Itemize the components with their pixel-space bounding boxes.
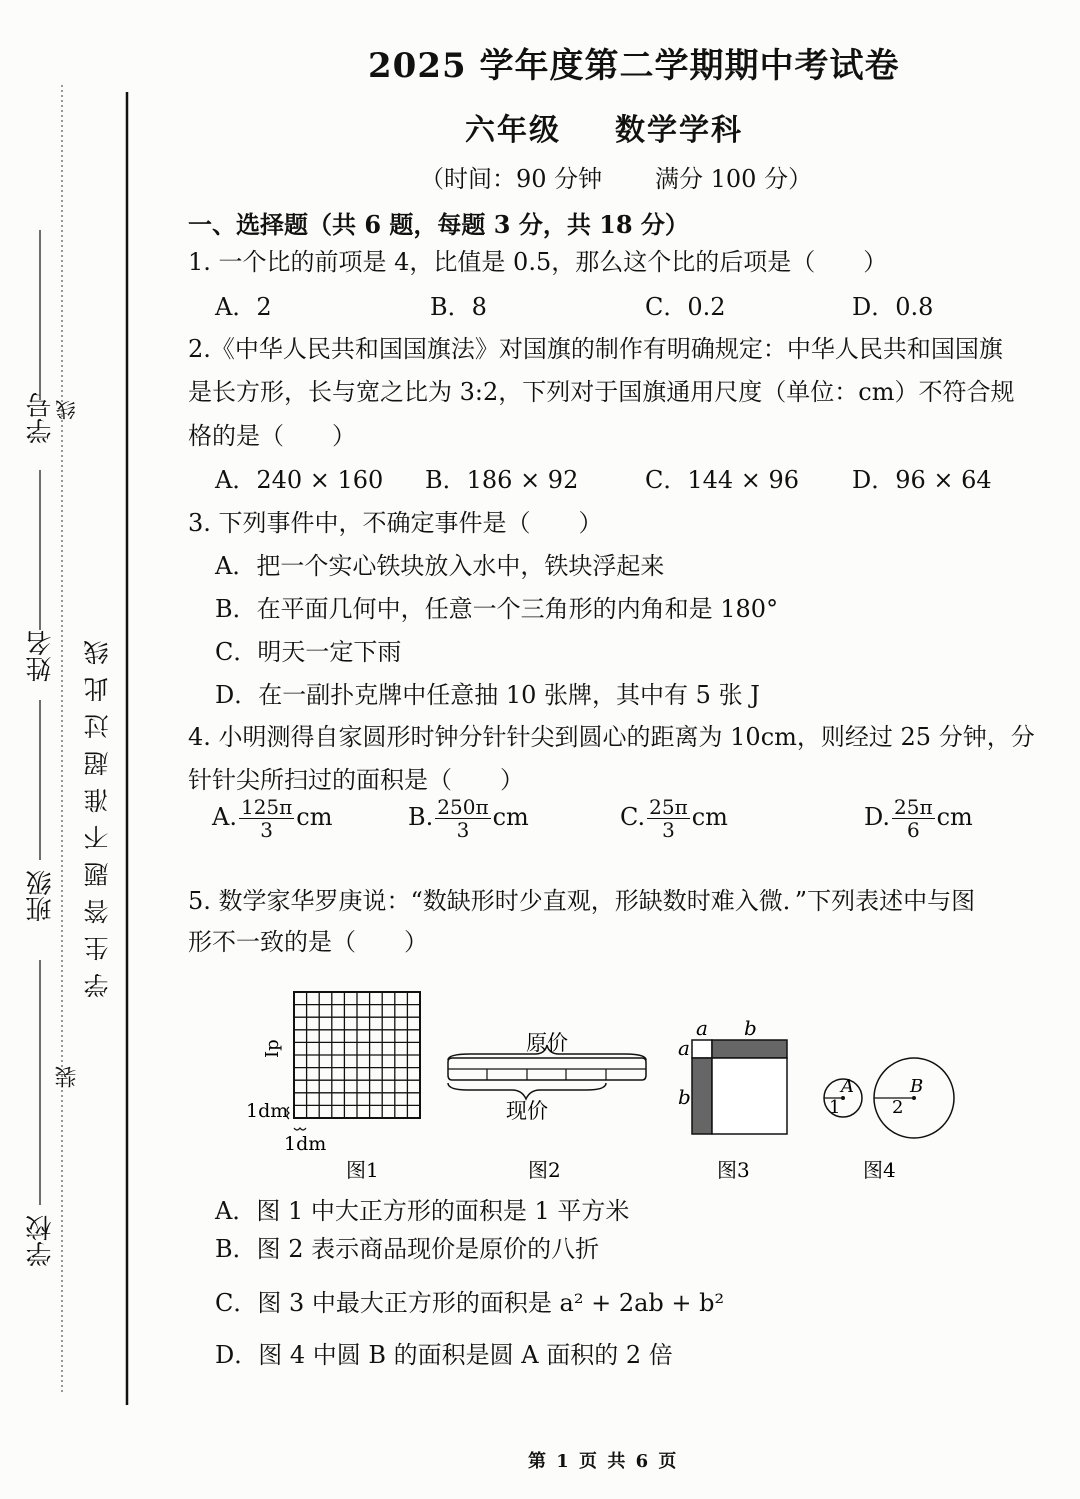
figure-3-left-b: b bbox=[678, 1085, 691, 1109]
q4-option-a-denominator: 3 bbox=[260, 818, 273, 842]
figure-3-label: 图3 bbox=[717, 1158, 750, 1182]
question-4-line2: 针针尖所扫过的面积是（ ） bbox=[188, 766, 524, 794]
q2-option-a: A．240 × 160 bbox=[215, 466, 384, 494]
q4-option-b-unit: cm bbox=[492, 803, 529, 831]
q4-option-a-unit: cm bbox=[296, 803, 333, 831]
figure-3-square bbox=[692, 1040, 787, 1134]
question-5-line1: 5. 数学家华罗庚说：“数缺形时少直观，形缺数时难入微．”下列表述中与图 bbox=[188, 887, 976, 915]
q3-option-b: B．在平面几何中，任意一个三角形的内角和是 180° bbox=[215, 595, 779, 623]
question-2-line2: 是长方形，长与宽之比为 3:2，下列对于国旗通用尺度（单位：cm）不符合规 bbox=[188, 378, 1015, 406]
subject-label: 数学学科 bbox=[615, 113, 743, 148]
binding-notice: 学生答题不准超过此线 bbox=[83, 628, 112, 998]
figure-4-radius-2: 2 bbox=[892, 1097, 904, 1118]
exam-full-score: 满分 100 分） bbox=[655, 165, 813, 193]
question-3: 3. 下列事件中，不确定事件是（ ） bbox=[188, 509, 603, 537]
q4-option-c-denominator: 3 bbox=[662, 818, 675, 842]
grade-label: 六年级 bbox=[465, 113, 561, 148]
figure-4-label: 图4 bbox=[863, 1158, 896, 1182]
xian-label: 线 bbox=[55, 400, 79, 420]
q1-option-a: A．2 bbox=[215, 293, 272, 321]
question-2-line3: 格的是（ ） bbox=[188, 422, 356, 450]
q4-option-c-unit: cm bbox=[691, 803, 728, 831]
question-5-line2: 形不一致的是（ ） bbox=[188, 928, 428, 956]
figure-3-top-a: a bbox=[696, 1016, 708, 1040]
figure-2-label: 图2 bbox=[528, 1158, 561, 1182]
figure-4-circle-a: A bbox=[841, 1076, 854, 1097]
xingming-label: 姓名 bbox=[26, 630, 56, 682]
figure-1-grid bbox=[294, 992, 420, 1118]
figure-3-top-b: b bbox=[744, 1016, 757, 1040]
q4-option-d-label: D. bbox=[864, 803, 891, 831]
figure-2-original-price: 原价 bbox=[526, 1031, 568, 1055]
q4-option-d-unit: cm bbox=[936, 803, 973, 831]
q4-option-c-numerator: 25π bbox=[649, 795, 688, 819]
q2-option-c: C．144 × 96 bbox=[645, 466, 800, 494]
exam-time: （时间：90 分钟 bbox=[420, 165, 603, 193]
q4-option-a-numerator: 125π bbox=[240, 795, 293, 819]
q4-option-b-label: B. bbox=[408, 803, 434, 831]
figure-4-circles bbox=[824, 1058, 954, 1138]
q5-option-b: B．图 2 表示商品现价是原价的八折 bbox=[215, 1235, 600, 1263]
q4-option-b-denominator: 3 bbox=[456, 818, 470, 842]
q4-option-c-label: C. bbox=[620, 803, 646, 831]
q1-option-b: B．8 bbox=[430, 293, 487, 321]
q5-option-c: C．图 3 中最大正方形的面积是 a² + 2ab + b² bbox=[215, 1289, 725, 1317]
q3-option-d: D．在一副扑克牌中任意抽 10 张牌，其中有 5 张 J bbox=[215, 681, 760, 709]
q1-option-d: D．0.8 bbox=[852, 293, 934, 321]
figure-4-circle-b: B bbox=[910, 1076, 924, 1097]
question-4-line1: 4. 小明测得自家圆形时钟分针针尖到圆心的距离为 10cm，则经过 25 分钟，分 bbox=[188, 723, 1035, 751]
figure-1-label: 图1 bbox=[346, 1158, 379, 1182]
section-heading: 一、选择题（共 6 题，每题 3 分，共 18 分） bbox=[188, 210, 689, 239]
figure-4-radius-1: 1 bbox=[829, 1097, 841, 1118]
q2-option-b: B．186 × 92 bbox=[425, 466, 579, 494]
exam-title: 2025 学年度第二学期期中考试卷 bbox=[368, 46, 900, 86]
question-2-line1: 2.《中华人民共和国国旗法》对国旗的制作有明确规定：中华人民共和国国旗 bbox=[188, 335, 1003, 363]
q4-option-a-label: A. bbox=[212, 803, 237, 831]
q2-option-d: D．96 × 64 bbox=[852, 466, 992, 494]
zhuang-label: 装 bbox=[55, 1066, 80, 1088]
xuehao-label: 学号 bbox=[26, 392, 56, 444]
banji-label: 班级 bbox=[26, 870, 56, 922]
figure-1-unit-horizontal: 1dm bbox=[284, 1133, 327, 1155]
q4-option-b-numerator: 250π bbox=[437, 795, 489, 819]
q5-option-a: A．图 1 中大正方形的面积是 1 平方米 bbox=[215, 1197, 630, 1225]
figure-1-side-mark: Ip bbox=[262, 1039, 283, 1058]
q5-option-d: D．图 4 中圆 B 的面积是圆 A 面积的 2 倍 bbox=[215, 1341, 673, 1369]
question-1: 1. 一个比的前项是 4，比值是 0.5，那么这个比的后项是（ ） bbox=[188, 248, 888, 276]
q3-option-c: C．明天一定下雨 bbox=[215, 638, 402, 666]
q1-option-c: C．0.2 bbox=[645, 293, 726, 321]
figure-2-current-price: 现价 bbox=[506, 1099, 548, 1123]
q4-option-d-numerator: 25π bbox=[894, 795, 933, 819]
figure-1-unit-vertical: 1dm bbox=[246, 1100, 289, 1122]
figure-3-left-a: a bbox=[678, 1036, 690, 1060]
xuexiao-label: 学校 bbox=[26, 1215, 56, 1267]
q3-option-a: A．把一个实心铁块放入水中，铁块浮起来 bbox=[215, 552, 665, 580]
q4-option-d-denominator: 6 bbox=[906, 818, 920, 842]
page-number: 第 1 页 共 6 页 bbox=[528, 1451, 679, 1472]
